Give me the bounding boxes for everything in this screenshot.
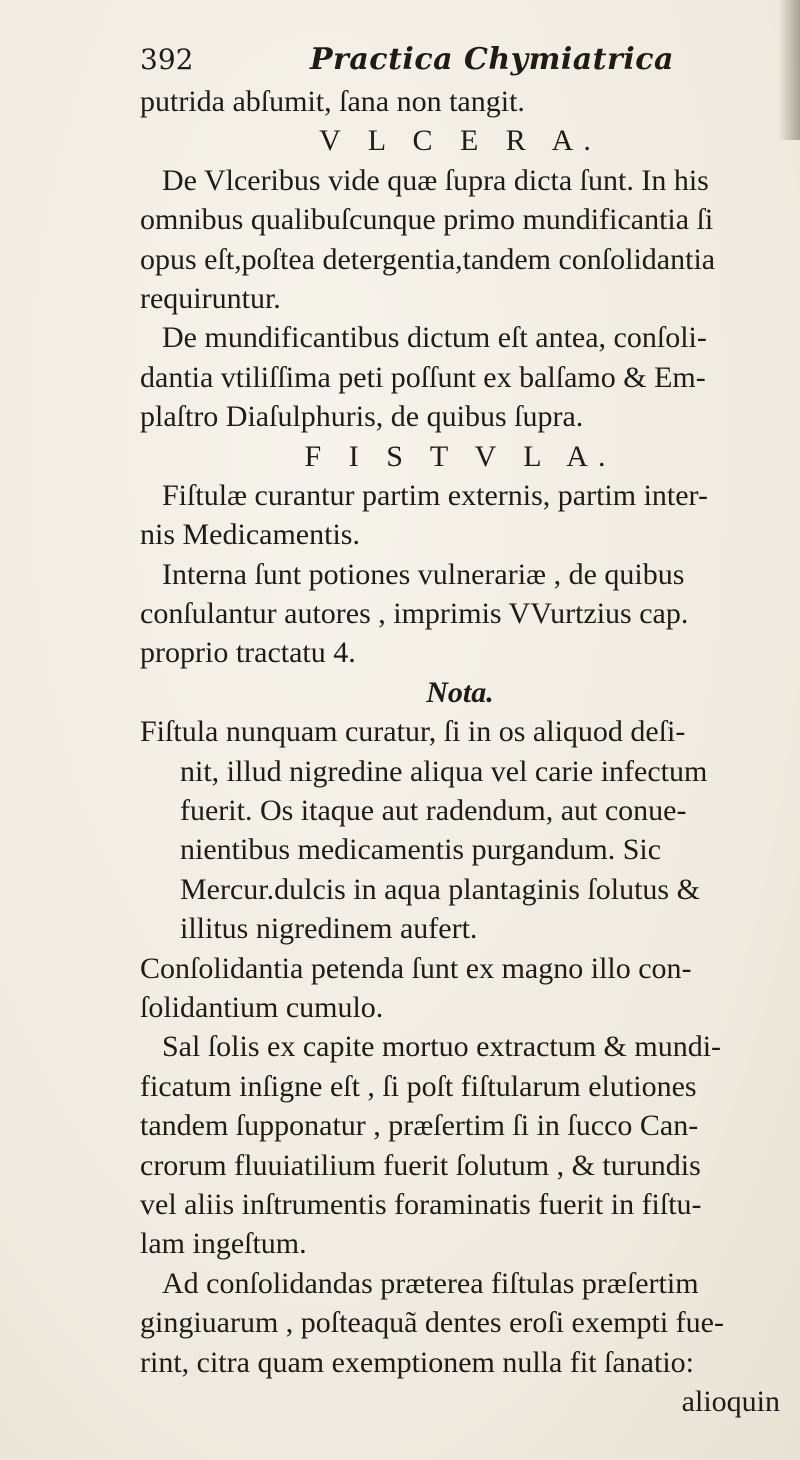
nota-heading: Nota. [426, 675, 494, 709]
text-line: putrida abſumit, ſana non tangit. [140, 85, 525, 118]
catchword: alioquin [681, 1384, 780, 1418]
text-line: Conſolidantia petenda ſunt ex magno illo con- [140, 951, 692, 985]
text-line: Mercur.dulcis in aqua plantaginis ſolutus & [180, 872, 700, 906]
text-line: omnibus qualibuſcunque primo mundificantia ſi [140, 203, 714, 237]
text-line: Interna ſunt potiones vulnerariæ , de quibus [162, 557, 685, 591]
text-line: crorum fluuiatilium fuerit ſolutum , & turundis [140, 1148, 701, 1182]
section-heading-vlcera: V L C E R A. [319, 124, 601, 158]
text-line: conſulantur autores , imprimis VVurtzius cap. [140, 597, 689, 631]
text-line: Ad conſolidandas præterea fiſtulas præſertim [162, 1266, 699, 1300]
text-line: dantia vtiliſſima peti poſſunt ex balſamo & Em- [140, 360, 706, 394]
text-line: Fiſtula nunquam curatur, ſi in os aliquod deſi- [140, 715, 686, 749]
text-line: opus eſt,poſtea detergentia,tandem conſolidantia [140, 242, 716, 276]
text-line: nis Medicamentis. [140, 518, 360, 552]
section-heading-fistula: F I S T V L A. [304, 439, 616, 473]
running-title: Practica Chymiatrica [310, 42, 674, 77]
text-line: De Vlceribus vide quæ ſupra dicta ſunt. In his [162, 163, 709, 197]
text-line: nientibus medicamentis purgandum. Sic [180, 833, 662, 867]
text-line: plaſtro Diaſulphuris, de quibus ſupra. [140, 400, 584, 434]
text-line: De mundificantibus dictum eſt antea, conſoli- [162, 321, 707, 355]
text-line: fuerit. Os itaque aut radendum, aut conue- [180, 794, 687, 828]
text-line: nit, illud nigredine aliqua vel carie infectum [180, 754, 708, 788]
page-number: 392 [140, 43, 194, 76]
text-line: tandem ſupponatur , præſertim ſi in ſucco Can- [140, 1109, 699, 1143]
text-line: rint, citra quam exemptionem nulla fit ſanatio: [140, 1345, 695, 1379]
text-line: illitus nigredinem aufert. [180, 912, 478, 946]
text-line: ſolidantium cumulo. [140, 990, 384, 1024]
body-text [140, 82, 780, 1421]
page-edge-shadow [778, 0, 800, 140]
text-line: vel aliis inſtrumentis foraminatis fuerit in fiſtu- [140, 1187, 702, 1221]
text-line: lam ingeſtum. [140, 1227, 307, 1261]
text-line: requiruntur. [140, 281, 281, 315]
text-line: proprio tractatu 4. [140, 636, 356, 670]
text-line: Fiſtulæ curantur partim externis, partim inter- [162, 478, 708, 512]
text-line: gingiuarum , poſteaquã dentes eroſi exempti fue- [140, 1306, 724, 1340]
text-line: ficatum inſigne eſt , ſi poſt fiſtularum elutiones [140, 1069, 697, 1103]
text-line: Sal ſolis ex capite mortuo extractum & mundi- [162, 1030, 722, 1064]
